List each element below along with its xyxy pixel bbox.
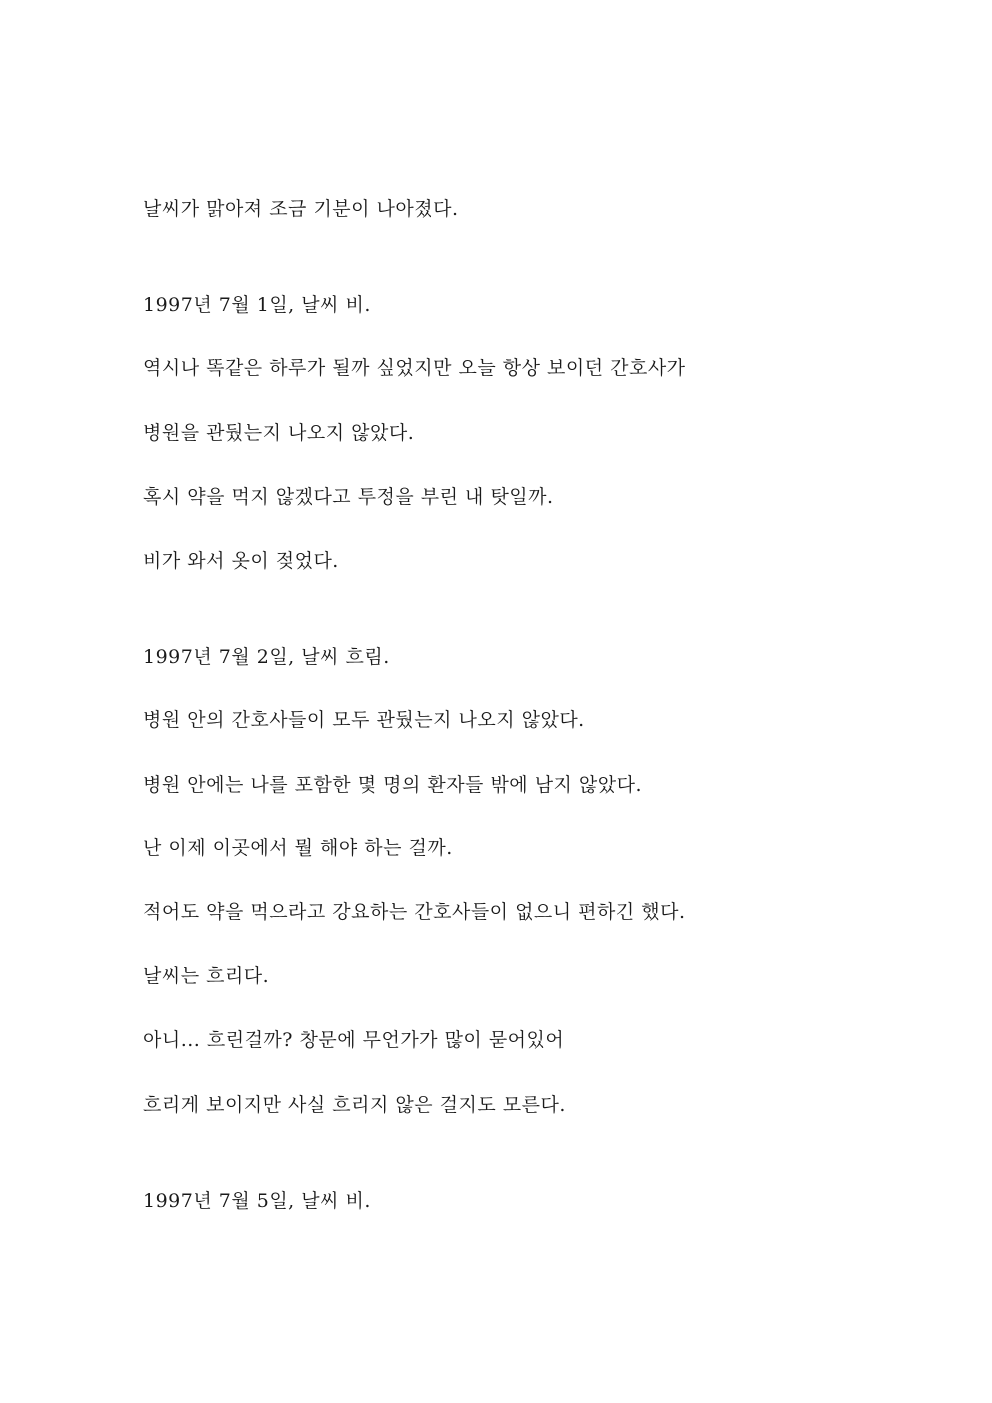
diary-line: 날씨는 흐리다. — [143, 965, 270, 987]
diary-entry-date-jul-2: 1997년 7월 2일, 날씨 흐림. — [143, 646, 390, 668]
diary-line-weather-clear: 날씨가 맑아져 조금 기분이 나아졌다. — [143, 198, 459, 220]
diary-line: 혹시 약을 먹지 않겠다고 투정을 부린 내 탓일까. — [143, 486, 554, 508]
diary-line: 아니... 흐린걸까? 창문에 무언가가 많이 묻어있어 — [143, 1029, 565, 1051]
diary-line: 적어도 약을 먹으라고 강요하는 간호사들이 없으니 편하긴 했다. — [143, 901, 686, 923]
diary-line: 병원을 관뒀는지 나오지 않았다. — [143, 422, 415, 444]
diary-line: 흐리게 보이지만 사실 흐리지 않은 걸지도 모른다. — [143, 1094, 566, 1116]
diary-entry-date-jul-1: 1997년 7월 1일, 날씨 비. — [143, 294, 371, 316]
diary-line: 비가 와서 옷이 젖었다. — [143, 550, 339, 572]
diary-line: 병원 안에는 나를 포함한 몇 명의 환자들 밖에 남지 않았다. — [143, 774, 643, 796]
diary-entry-date-jul-5: 1997년 7월 5일, 날씨 비. — [143, 1190, 371, 1212]
diary-line: 병원 안의 간호사들이 모두 관뒀는지 나오지 않았다. — [143, 709, 585, 731]
diary-line: 난 이제 이곳에서 뭘 해야 하는 걸까. — [143, 837, 453, 859]
diary-line: 역시나 똑같은 하루가 될까 싶었지만 오늘 항상 보이던 간호사가 — [143, 357, 686, 379]
